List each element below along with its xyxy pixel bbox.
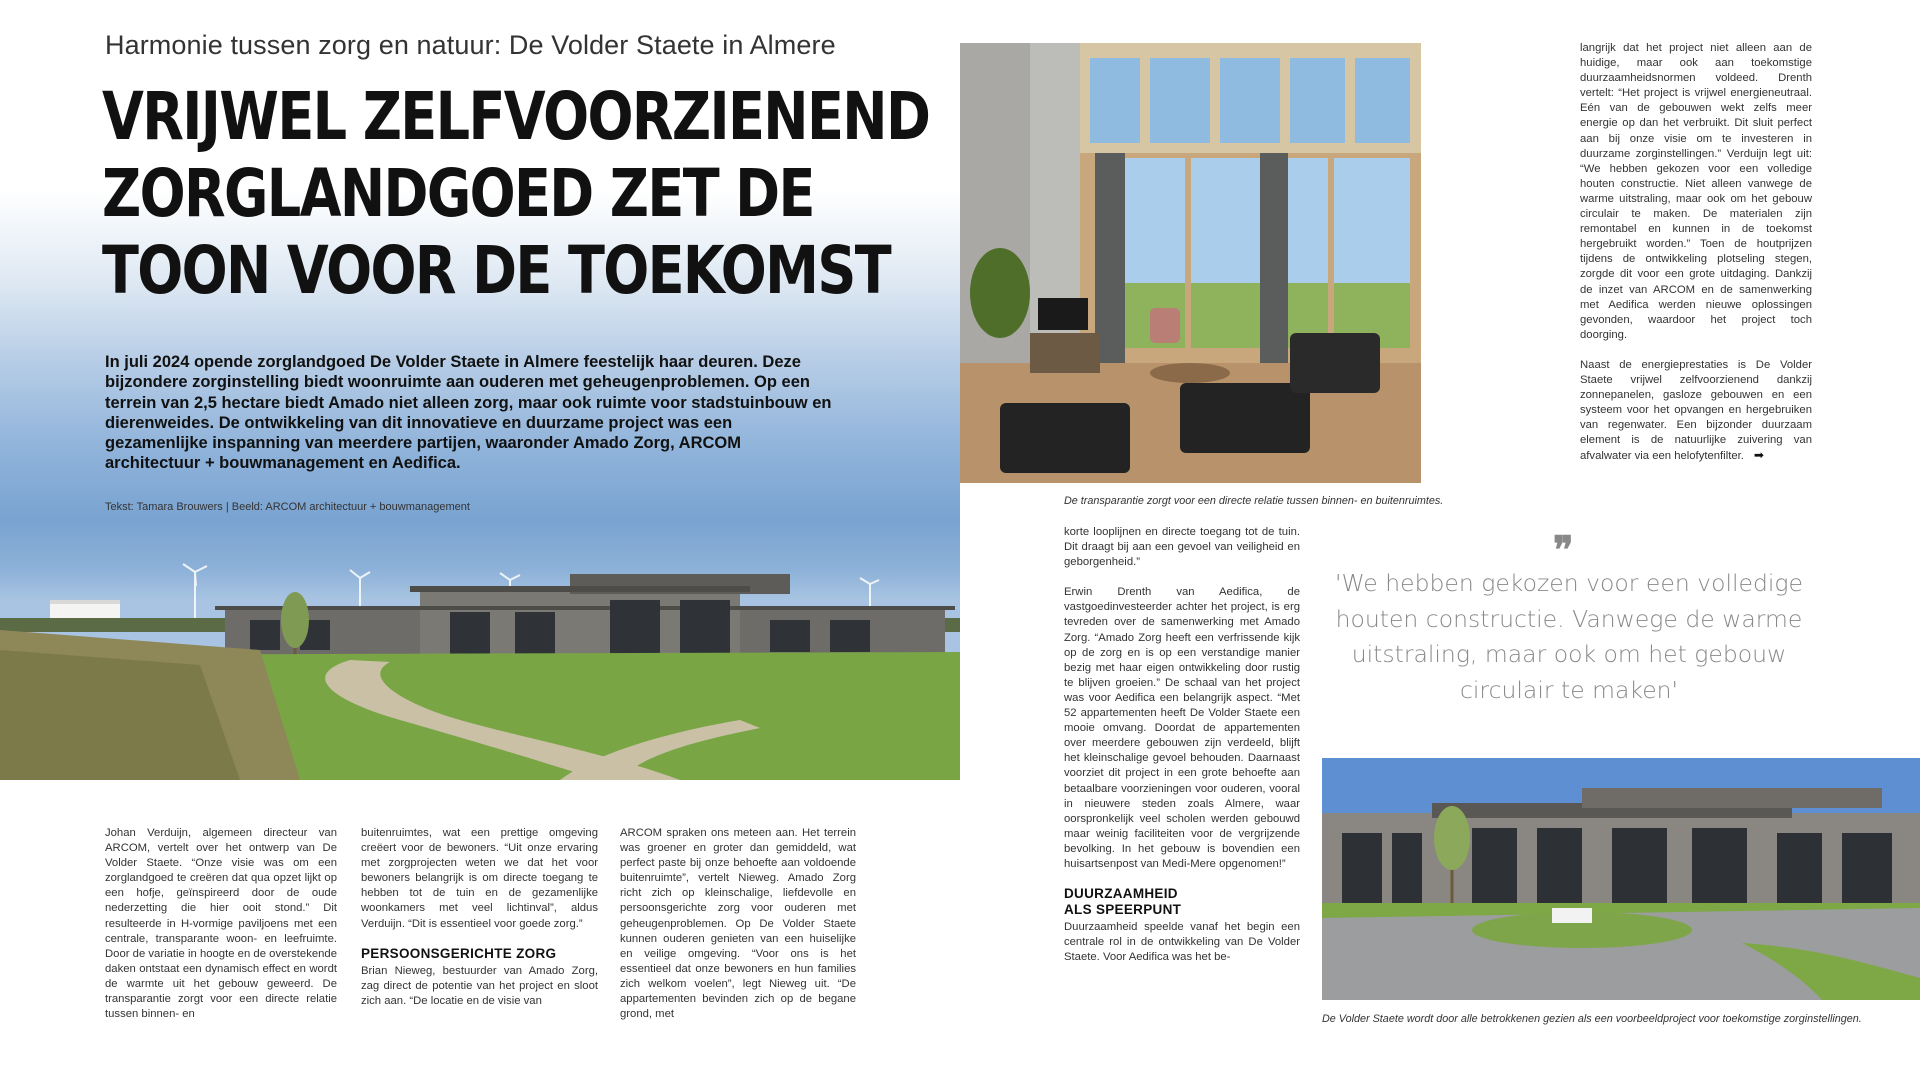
intro-paragraph: In juli 2024 opende zorglandgoed De Volder Staete in Almere feestelijk haar deuren. Deze bijzondere zorginstelling biedt woonruimte aan ouderen met geheugenproblemen. Op een terrein van 2,5 hectare biedt Amado niet alleen zorg, maar ook ruimte voor stadstuinbouw en dierenweides. De ontwikkeling van dit innovatieve en duurzame project was een gezamenlijke inspanning van meerdere partijen, waaronder Amado Zorg, ARCOM architectuur + bouwmanagement en Aedifica. bbox=[105, 353, 832, 473]
body-column-middle-text-b: Erwin Drenth van Aedifica, de vastgoedinvesteerder achter het project, is erg tevreden over de samenwerking met Amado Zorg. “Amado Zorg heeft een verfrissende kijk op de zorg en is op een verstandige manier bezig met haar eigen ontwikkeling door rustig te blijven groeien.” De schaal van het project was voor Aedifica een belangrijk aspect. “Met 52 appartementen heeft De Volder Staete een mooie omvang. Doordat de appartementen over meerdere gebouwen zijn verdeeld, blijft het kleinschalige gevoel behouden. Daarnaast voorziet dit project in een grote behoefte aan betaalbare voorzieningen voor ouderen, vooral in nieuwere steden zoals Almere, waar oorspronkelijk veel scholen werden gebouwd maar weinig faciliteiten voor de vergrijzende bevolking. In het gebouw is bovendien een huisartsenpost van Medi-Mere opgenomen!” bbox=[1064, 586, 1300, 870]
body-column-top-right-text-b-content: Naast de energieprestaties is De Volder Staete vrijwel zelfvoorzienend dankzij zonnepanelen, gasloze gebouwen en een systeem voor het opvangen en hergebruiken van regenwater. Een bijzonder duurzaam element is de natuurlijke zuivering van afvalwater via een helofytenfilter. bbox=[1580, 358, 1812, 463]
quote-mark-icon: ❞ bbox=[1553, 527, 1574, 572]
continue-arrow-icon: ➡ bbox=[1753, 448, 1764, 463]
body-column-middle-text-a: korte looplijnen en directe toegang tot de tuin. Dit draagt bij aan een gevoel van veiligheid en geborgenheid.” bbox=[1064, 526, 1300, 569]
body-column-2-text-b: Brian Nieweg, bestuurder van Amado Zorg, zag direct de potentie van het project en sloot zich aan. “De locatie en de visie van bbox=[361, 964, 598, 1007]
credits-line: Tekst: Tamara Brouwers | Beeld: ARCOM architectuur + bouwmanagement bbox=[105, 501, 470, 513]
body-column-1 bbox=[105, 826, 337, 1022]
subhead-duurzaamheid-line-1: DUURZAAMHEID bbox=[1064, 886, 1178, 902]
interior-photo bbox=[960, 43, 1421, 483]
body-column-2 bbox=[361, 826, 598, 1009]
pull-quote: 'We hebben gekozen voor een volledige houten constructie. Vanwege de warme uitstraling, maar ook om het gebouw circulair te maken' bbox=[1334, 569, 1803, 704]
headline-line-2: ZORGLANDGOED ZET DE bbox=[102, 155, 814, 232]
hero-photo-building bbox=[0, 560, 960, 780]
body-column-top-right bbox=[1580, 41, 1812, 465]
body-column-middle bbox=[1064, 525, 1300, 965]
headline bbox=[102, 78, 930, 309]
headline-line-3: TOON VOOR DE TOEKOMST bbox=[102, 232, 890, 309]
body-column-1-text: Johan Verduijn, algemeen directeur van ARCOM, vertelt over het ontwerp van De Volder Staete. “Onze visie was om een zorglandgoed te creëren dat qua opzet lijkt op een hofje, geïnspireerd door de oude nederzetting die hier ooit stond.” Dit resulteerde in H-vormige paviljoens met een centrale, transparante woon- en leefruimte. Door de variatie in hoogte en de overstekende daken ontstaat een dynamisch effect en wordt de warmte uit het gebouw geweerd. De transparantie zorgt voor een directe relatie tussen binnen- en bbox=[105, 827, 337, 1021]
body-column-3-text: ARCOM spraken ons meteen aan. Het terrein was groener en groter dan gemiddeld, wat perfect paste bij onze behoefte aan voldoende buitenruimte”, vertelt Nieweg. Amado Zorg richt zich op kleinschalige, liefdevolle en persoonsgerichte zorg voor ouderen met geheugenproblemen. Op De Volder Staete kunnen ouderen genieten van een huiselijke en veilige omgeving. “Voor ons is het essentieel dat onze bewoners en hun families zich welkom voelen”, legt Nieweg uit. “De appartementen bevinden zich op de begane grond, met bbox=[620, 827, 856, 1021]
caption-interior: De transparantie zorgt voor een directe relatie tussen binnen- en buitenruimtes. bbox=[1064, 495, 1444, 507]
subhead-duurzaamheid bbox=[1064, 886, 1300, 918]
headline-line-1: VRIJWEL ZELFVOORZIENEND bbox=[102, 78, 930, 155]
body-column-top-right-text-b bbox=[1580, 358, 1812, 465]
body-column-2-text-a: buitenruimtes, wat een prettige omgeving creëert voor de bewoners. “Uit onze ervaring met zorgprojecten weten we dat het voor bewoners belangrijk is om directe toegang te hebben tot de tuin en de gezamenlijke woonkamers met veel lichtinval”, aldus Verduijn. “Dit is essentieel voor goede zorg.” bbox=[361, 827, 598, 930]
body-column-top-right-text-a: langrijk dat het project niet alleen aan de huidige, maar ook aan toekomstige duurzaamheidsnormen voldeed. Drenth vertelt: “Het project is vrijwel energieneutraal. Eén van de gebouwen wekt zelfs meer energie op dan het verbruikt. Dit sluit perfect aan bij onze visie om te investeren in duurzame zorginstellingen.” Verduijn legt uit: “We hebben gekozen voor een volledige houten constructie. Niet alleen vanwege de warme uitstraling, maar ook om het gebouw circulair te maken. De materialen zijn remontabel en kunnen in de toekomst hergebruikt worden.” Toen de houtprijzen tijdens de ontwikkeling plotseling stegen, zorgde dit voor een grote uitdaging. Dankzij de inzet van ARCOM en de samenwerking met Aedifica werden nieuwe oplossingen gevonden, waardoor het project toch doorging. bbox=[1580, 42, 1812, 341]
subhead-duurzaamheid-line-2: ALS SPEERPUNT bbox=[1064, 902, 1182, 918]
exterior-photo-2 bbox=[1322, 758, 1920, 1000]
body-column-3 bbox=[620, 826, 856, 1022]
caption-exterior: De Volder Staete wordt door alle betrokkenen gezien als een voorbeeldproject voor toekomstige zorginstellingen. bbox=[1322, 1013, 1862, 1025]
body-column-middle-text-c: Duurzaamheid speelde vanaf het begin een centrale rol in de ontwikkeling van De Volder Staete. Voor Aedifica was het be- bbox=[1064, 921, 1300, 964]
subhead-persoonsgerichte-zorg: PERSOONSGERICHTE ZORG bbox=[361, 945, 557, 961]
kicker-title: Harmonie tussen zorg en natuur: De Volder Staete in Almere bbox=[105, 30, 836, 60]
